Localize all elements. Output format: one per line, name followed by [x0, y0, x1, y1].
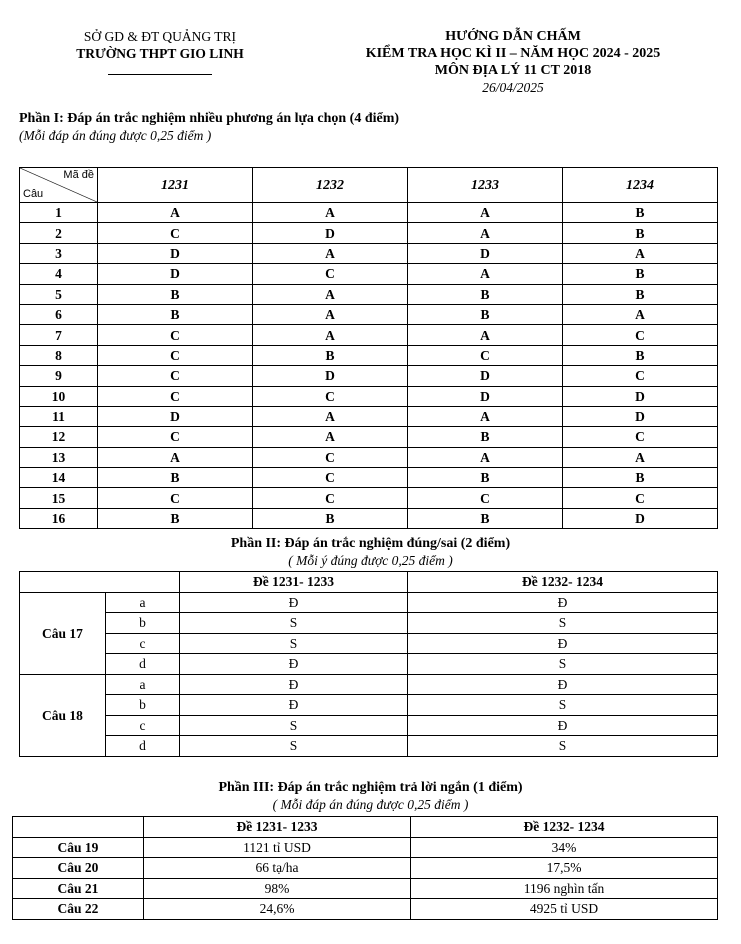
question-number: 12 — [20, 427, 98, 447]
answer-cell: B — [98, 468, 253, 488]
answer-cell: C — [98, 366, 253, 386]
answer-cell: S — [408, 736, 718, 757]
header-divider — [108, 74, 212, 75]
part3-col-a: Đề 1231- 1233 — [144, 817, 411, 838]
answer-cell: A — [253, 304, 408, 324]
answer-cell: D — [563, 406, 718, 426]
table-row — [20, 264, 718, 284]
answer-cell: B — [408, 427, 563, 447]
answer-cell: S — [408, 695, 718, 716]
table-row — [13, 837, 718, 858]
exam-code-1: 1231 — [98, 168, 253, 203]
answer-cell: A — [563, 243, 718, 263]
answer-cell: B — [408, 304, 563, 324]
table-row — [20, 695, 718, 716]
answer-cell: Đ — [408, 592, 718, 613]
part3-note: ( Mỗi đáp án đúng được 0,25 điểm ) — [272, 797, 469, 812]
answer-cell: A — [408, 264, 563, 284]
answer-cell: C — [408, 345, 563, 365]
answer-cell: C — [563, 427, 718, 447]
part3-title: Phần III: Đáp án trắc nghiệm trả lời ngắn (1 điểm) — [218, 780, 523, 795]
table-row — [20, 468, 718, 488]
answer-cell: D — [563, 508, 718, 528]
part3-col-b: Đề 1232- 1234 — [411, 817, 718, 838]
table-row — [20, 488, 718, 508]
answer-cell: B — [563, 203, 718, 223]
corner-cell — [20, 168, 98, 203]
answer-cell: A — [408, 203, 563, 223]
answer-cell: C — [253, 468, 408, 488]
table-row — [20, 325, 718, 345]
answer-cell: D — [98, 264, 253, 284]
part2-col-a: Đề 1231- 1233 — [180, 572, 408, 593]
corner-label-question: Câu — [23, 188, 44, 200]
table-row — [20, 203, 718, 223]
sub-item-letter: c — [106, 715, 180, 736]
corner-label-code: Mã đề — [63, 169, 94, 181]
part2-answer-table — [19, 571, 718, 757]
table-row — [20, 715, 718, 736]
table-row — [20, 386, 718, 406]
sub-item-letter: d — [106, 654, 180, 675]
answer-cell: A — [253, 406, 408, 426]
table-row — [20, 613, 718, 634]
question-number: 5 — [20, 284, 98, 304]
table-row — [13, 878, 718, 899]
answer-cell: C — [98, 345, 253, 365]
part1-answer-table — [19, 167, 718, 529]
answer-cell: 66 tạ/ha — [144, 858, 411, 879]
answer-cell: C — [563, 325, 718, 345]
part1-title: Phần I: Đáp án trắc nghiệm nhiều phương án lựa chọn (4 điểm) — [19, 111, 400, 126]
answer-cell: Đ — [180, 695, 408, 716]
answer-cell: C — [98, 488, 253, 508]
answer-cell: C — [563, 366, 718, 386]
answer-cell: B — [408, 468, 563, 488]
answer-cell: 17,5% — [411, 858, 718, 879]
question-number: 16 — [20, 508, 98, 528]
question-label: Câu 22 — [13, 899, 144, 920]
question-number: 7 — [20, 325, 98, 345]
answer-cell: A — [253, 203, 408, 223]
answer-cell: B — [98, 508, 253, 528]
table-row — [13, 858, 718, 879]
sub-item-letter: c — [106, 633, 180, 654]
part1-note: (Mỗi đáp án đúng được 0,25 điểm ) — [19, 128, 212, 143]
answer-cell: S — [408, 654, 718, 675]
answer-cell: B — [563, 468, 718, 488]
question-label: Câu 20 — [13, 858, 144, 879]
header-right — [330, 28, 696, 96]
answer-cell: D — [408, 386, 563, 406]
answer-cell: A — [563, 304, 718, 324]
answer-cell: Đ — [408, 633, 718, 654]
answer-cell: 98% — [144, 878, 411, 899]
question-number: 13 — [20, 447, 98, 467]
answer-cell: S — [180, 715, 408, 736]
sub-item-letter: a — [106, 592, 180, 613]
answer-cell: B — [563, 284, 718, 304]
answer-cell: A — [563, 447, 718, 467]
answer-cell: C — [98, 427, 253, 447]
answer-cell: Đ — [408, 715, 718, 736]
answer-cell: C — [408, 488, 563, 508]
answer-cell: B — [98, 304, 253, 324]
question-number: 14 — [20, 468, 98, 488]
answer-cell: A — [408, 406, 563, 426]
table-row — [20, 736, 718, 757]
answer-cell: S — [180, 736, 408, 757]
answer-cell: Đ — [180, 592, 408, 613]
answer-cell: B — [98, 284, 253, 304]
table-row — [20, 427, 718, 447]
question-number: 4 — [20, 264, 98, 284]
table-row — [20, 633, 718, 654]
question-number: 15 — [20, 488, 98, 508]
answer-cell: C — [98, 325, 253, 345]
sub-item-letter: b — [106, 613, 180, 634]
table-row — [20, 674, 718, 695]
answer-cell: S — [180, 633, 408, 654]
table-row — [20, 284, 718, 304]
part2-header-blank — [20, 572, 180, 593]
sub-item-letter: b — [106, 695, 180, 716]
table-row — [20, 223, 718, 243]
answer-cell: C — [563, 488, 718, 508]
answer-cell: A — [408, 447, 563, 467]
answer-cell: S — [408, 613, 718, 634]
question-label: Câu 18 — [20, 674, 106, 756]
answer-cell: D — [98, 243, 253, 263]
answer-cell: 34% — [411, 837, 718, 858]
answer-cell: A — [408, 325, 563, 345]
answer-cell: 1196 nghìn tấn — [411, 878, 718, 899]
answer-cell: B — [253, 508, 408, 528]
answer-cell: C — [98, 223, 253, 243]
answer-cell: D — [408, 366, 563, 386]
part3-header-blank — [13, 817, 144, 838]
answer-cell: C — [253, 447, 408, 467]
sub-item-letter: a — [106, 674, 180, 695]
answer-cell: D — [98, 406, 253, 426]
answer-cell: C — [98, 386, 253, 406]
table-row — [20, 243, 718, 263]
part2-note: ( Mỗi ý đúng được 0,25 điểm ) — [288, 553, 453, 568]
table-row — [20, 447, 718, 467]
question-number: 11 — [20, 406, 98, 426]
question-number: 8 — [20, 345, 98, 365]
question-label: Câu 21 — [13, 878, 144, 899]
answer-cell: B — [253, 345, 408, 365]
answer-cell: Đ — [408, 674, 718, 695]
question-number: 2 — [20, 223, 98, 243]
part2-header-row — [20, 572, 718, 593]
exam-date: 26/04/2025 — [482, 80, 544, 95]
answer-cell: A — [253, 427, 408, 447]
part2-col-b: Đề 1232- 1234 — [408, 572, 718, 593]
part3-header-row — [13, 817, 718, 838]
question-number: 3 — [20, 243, 98, 263]
answer-cell: B — [563, 345, 718, 365]
answer-cell: A — [253, 284, 408, 304]
sub-item-letter: d — [106, 736, 180, 757]
answer-cell: A — [98, 203, 253, 223]
table-row — [20, 304, 718, 324]
question-number: 1 — [20, 203, 98, 223]
exam-name: KIỂM TRA HỌC KÌ II – NĂM HỌC 2024 - 2025 — [365, 46, 661, 61]
header-left — [40, 28, 280, 75]
answer-cell: S — [180, 613, 408, 634]
question-number: 10 — [20, 386, 98, 406]
answer-cell: D — [408, 243, 563, 263]
table-row — [20, 508, 718, 528]
table-row — [20, 345, 718, 365]
answer-cell: Đ — [180, 674, 408, 695]
part1-header-row — [20, 168, 718, 203]
question-number: 9 — [20, 366, 98, 386]
answer-cell: C — [253, 386, 408, 406]
exam-code-3: 1233 — [408, 168, 563, 203]
answer-cell: A — [98, 447, 253, 467]
answer-cell: D — [253, 223, 408, 243]
answer-cell: C — [253, 264, 408, 284]
question-label: Câu 17 — [20, 592, 106, 674]
doc-title: HƯỚNG DẪN CHẤM — [445, 29, 581, 44]
answer-cell: 24,6% — [144, 899, 411, 920]
answer-cell: A — [408, 223, 563, 243]
answer-cell: A — [253, 243, 408, 263]
answer-cell: D — [563, 386, 718, 406]
answer-cell: B — [408, 284, 563, 304]
subject-name: MÔN ĐỊA LÝ 11 CT 2018 — [434, 63, 592, 78]
school-name: TRƯỜNG THPT GIO LINH — [76, 46, 244, 61]
part3-answer-table — [12, 816, 718, 920]
department-name: SỞ GD & ĐT QUẢNG TRỊ — [83, 29, 237, 44]
answer-cell: A — [253, 325, 408, 345]
part2-title: Phần II: Đáp án trắc nghiệm đúng/sai (2 điểm) — [230, 536, 511, 551]
question-number: 6 — [20, 304, 98, 324]
question-label: Câu 19 — [13, 837, 144, 858]
answer-cell: D — [253, 366, 408, 386]
answer-cell: C — [253, 488, 408, 508]
table-row — [20, 654, 718, 675]
answer-cell: B — [563, 264, 718, 284]
answer-cell: 1121 tỉ USD — [144, 837, 411, 858]
exam-code-4: 1234 — [563, 168, 718, 203]
table-row — [20, 592, 718, 613]
table-row — [20, 366, 718, 386]
answer-cell: B — [408, 508, 563, 528]
exam-code-2: 1232 — [253, 168, 408, 203]
answer-cell: B — [563, 223, 718, 243]
answer-cell: 4925 tỉ USD — [411, 899, 718, 920]
table-row — [20, 406, 718, 426]
answer-cell: Đ — [180, 654, 408, 675]
table-row — [13, 899, 718, 920]
